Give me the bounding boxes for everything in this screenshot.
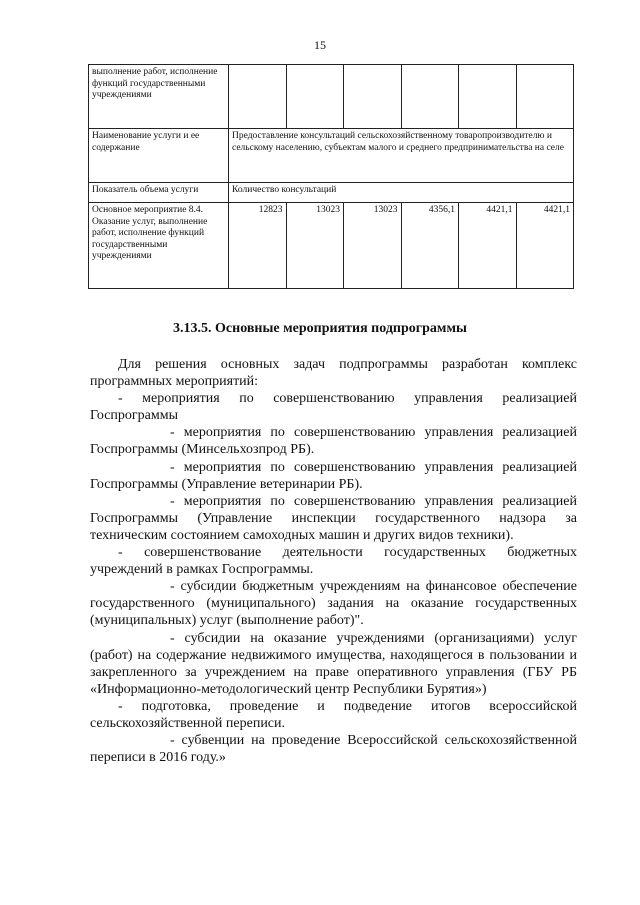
table-row (89, 65, 574, 129)
table-cell (286, 65, 344, 129)
program-table (88, 64, 574, 289)
table-cell (229, 65, 287, 129)
table-cell-label: выполнение работ, исполнение функций государственными учреждениями (89, 65, 229, 129)
paragraph: - субвенции на проведение Всероссийской сельскохозяйственной переписи в 2016 году.» (90, 733, 577, 766)
table-cell (516, 65, 574, 129)
table-cell-number: 4421,1 (459, 203, 517, 289)
table-cell-value: Предоставление консультаций сельскохозяйственному товаропроизводителю и сельскому населению, субъектам малого и среднего предпринимательства на селе (229, 129, 574, 183)
paragraph: - мероприятия по совершенствованию управления реализацией Госпрограммы (90, 391, 577, 424)
paragraph: - совершенствование деятельности государственных бюджетных учреждений в рамках Госпрограммы. (90, 545, 577, 578)
section-heading: 3.13.5. Основные мероприятия подпрограммы (173, 321, 467, 336)
table-row (89, 203, 574, 289)
table-cell-label: Показатель объема услуги (89, 183, 229, 203)
paragraph: - мероприятия по совершенствованию управления реализацией Госпрограммы (Минсельхозпрод РБ). (90, 425, 577, 458)
table-cell-number: 13023 (344, 203, 402, 289)
table-cell-value: Количество консультаций (229, 183, 574, 203)
table-cell-number: 4356,1 (401, 203, 459, 289)
table-cell-label: Основное мероприятие 8.4. Оказание услуг, выполнение работ, исполнение функций государственными учреждениями (89, 203, 229, 289)
paragraph: - подготовка, проведение и подведение итогов всероссийской сельскохозяйственной переписи. (90, 698, 577, 731)
table-cell (344, 65, 402, 129)
table-cell-number: 13023 (286, 203, 344, 289)
paragraph: - мероприятия по совершенствованию управления реализацией Госпрограммы (Управление инспекции государственного надзора за техническим состоянием самоходных машин и других видов техники). (90, 493, 577, 543)
table-cell-number: 4421,1 (516, 203, 574, 289)
paragraph: - субсидии бюджетным учреждениям на финансовое обеспечение государственного (муниципального) задания на оказание государственных (муниципальных) услуг (выполнение работ)". (90, 579, 577, 629)
body-text (90, 356, 577, 766)
table-row (89, 129, 574, 183)
table-cell-number: 12823 (229, 203, 287, 289)
paragraph: Для решения основных задач подпрограммы разработан комплекс программных мероприятий: (90, 357, 577, 390)
paragraph: - мероприятия по совершенствованию управления реализацией Госпрограммы (Управление ветеринарии РБ). (90, 459, 577, 492)
table-cell (459, 65, 517, 129)
table-cell-label: Наименование услуги и ее содержание (89, 129, 229, 183)
page-number: 15 (314, 38, 326, 52)
table-cell (401, 65, 459, 129)
paragraph: - субсидии на оказание учреждениями (организациями) услуг (работ) на содержание недвижимого имущества, находящегося в пользовании и закрепленного за учреждением на праве оперативного управления (ГБУ РБ «Информационно-методологический центр Республики Бурятия») (90, 630, 577, 697)
table-row (89, 183, 574, 203)
